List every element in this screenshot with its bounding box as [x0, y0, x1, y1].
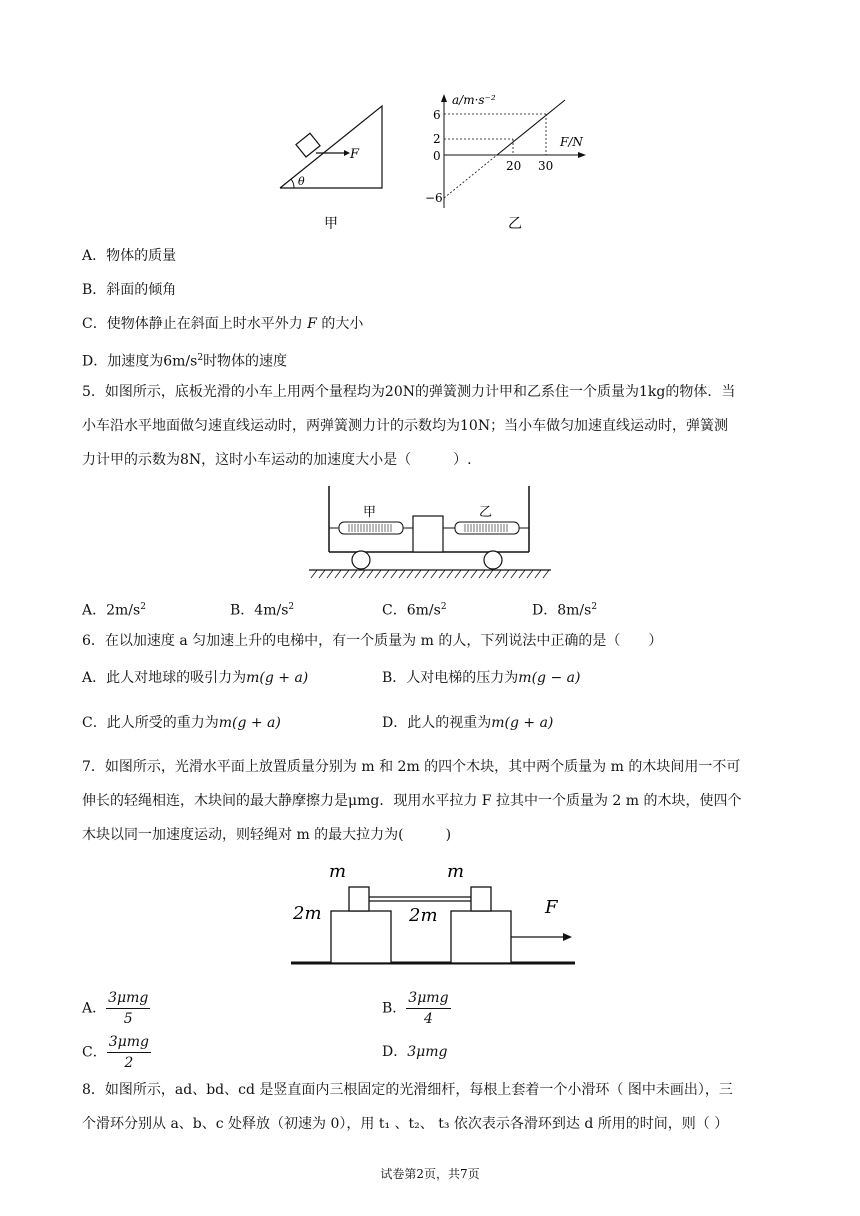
- q6-option-d: [382, 713, 553, 733]
- page-footer: 试卷第2页，共7页: [380, 1167, 480, 1181]
- q4-option-d-prefix: D．加速度为: [82, 353, 164, 370]
- q4-option-c-var: F: [307, 316, 317, 332]
- y-axis-label: a/m·s⁻²: [452, 93, 496, 107]
- cart-block: [413, 516, 443, 552]
- spring-scale-jia: [339, 522, 403, 534]
- q7-option-d-label: D．: [382, 1044, 408, 1060]
- q7-option-d-value: 3μmg: [407, 1044, 448, 1060]
- y-tick-neg6: −6: [425, 191, 443, 205]
- figure-graph-yi: [420, 90, 590, 240]
- q7-line-2: 伸长的轻绳相连，木块间的最大静摩擦力是μmg．现用水平拉力 F 拉其中一个质量为 2 m 的木块，使四个: [82, 793, 742, 809]
- figure-incline-jia: [270, 96, 400, 236]
- af-line-dashed: [444, 155, 497, 198]
- q7-option-d: [382, 1042, 447, 1062]
- yi-caption: 乙: [508, 216, 522, 232]
- theta-label: θ: [298, 175, 305, 188]
- q6-option-a-text: A．此人对地球的吸引力为: [82, 670, 247, 686]
- q5-option-b: [230, 597, 294, 621]
- q5-option-d: [532, 597, 597, 621]
- y-tick-2: 2: [433, 132, 441, 146]
- block-2m-left: [331, 911, 391, 963]
- q6-option-d-math: m(g + a): [491, 715, 554, 731]
- wheel-left: [352, 551, 370, 569]
- q7-option-b-den: 4: [423, 1011, 433, 1027]
- block-m-left: [349, 887, 369, 911]
- q7-option-b-label: B．: [382, 1000, 407, 1017]
- q5-option-c: [382, 597, 447, 621]
- q5-option-c-sup: 2: [440, 602, 447, 612]
- q4-option-d-suffix: 时物体的速度: [203, 353, 288, 370]
- label-m-right: m: [447, 861, 465, 882]
- jia-caption: 甲: [324, 216, 338, 232]
- q6-stem: 6．在以加速度 a 匀加速上升的电梯中，有一个质量为 m 的人，下列说法中正确的是（ ）: [82, 633, 663, 649]
- wheel-right: [484, 551, 502, 569]
- q6-option-b-math: m(g − a): [518, 670, 581, 686]
- q4-option-a: A．物体的质量: [82, 248, 177, 264]
- q5-line-1: 5．如图所示，底板光滑的小车上用两个量程均为20N的弹簧测力计甲和乙系住一个质量为1kg的物体．当: [82, 384, 736, 400]
- x-tick-30: 30: [538, 159, 554, 173]
- q6-option-c-math: m(g + a): [218, 715, 281, 731]
- x-axis-label: F/N: [560, 135, 583, 149]
- q5-option-a-label: A．: [82, 602, 107, 619]
- figure-blocks: [285, 855, 585, 970]
- q5-option-d-label: D．: [532, 602, 558, 619]
- spring-scale-yi: [455, 522, 519, 534]
- q7-line-3: 木块以同一加速度运动，则轻绳对 m 的最大拉力为( ): [82, 827, 452, 843]
- q5-option-a-value: 2m/s: [106, 602, 141, 619]
- q7-option-c-num: 3μmg: [107, 1032, 151, 1053]
- q7-option-b: [382, 988, 451, 1029]
- q4-option-d-value: 6m/s: [163, 353, 198, 370]
- q5-option-d-value: 8m/s: [557, 602, 592, 619]
- cart-label-jia: 甲: [363, 505, 377, 520]
- label-F: F: [545, 897, 558, 918]
- q6-option-b-text: B．人对电梯的压力为: [382, 670, 519, 686]
- incline-triangle: [280, 106, 382, 188]
- block-m-right: [471, 887, 491, 911]
- q7-option-a-den: 5: [123, 1011, 133, 1027]
- q4-option-d: [82, 348, 287, 372]
- q6-option-c: [82, 713, 281, 733]
- q7-option-c-label: C．: [82, 1044, 107, 1061]
- q4-option-b: B．斜面的倾角: [82, 282, 177, 298]
- q5-option-b-value: 4m/s: [254, 602, 289, 619]
- q7-option-a-label: A．: [82, 1000, 107, 1017]
- q7-option-c: [82, 1032, 151, 1073]
- q7-option-a-frac: [106, 988, 150, 1029]
- q7-option-c-den: 2: [124, 1055, 134, 1071]
- q7-option-a-num: 3μmg: [106, 988, 150, 1009]
- figure-cart: [305, 482, 555, 580]
- y-tick-0: 0: [433, 149, 441, 163]
- x-tick-20: 20: [506, 159, 522, 173]
- q5-option-b-label: B．: [230, 602, 255, 619]
- q5-option-d-sup: 2: [591, 602, 598, 612]
- q7-line-1: 7．如图所示，光滑水平面上放置质量分别为 m 和 2m 的四个木块，其中两个质量为 m 的木块间用一不可: [82, 759, 741, 775]
- q7-option-c-frac: [107, 1032, 151, 1073]
- q8-line-1: 8．如图所示，ad、bd、cd 是竖直面内三根固定的光滑细杆，每根上套着一个小滑环（ 图中未画出），三: [82, 1082, 733, 1098]
- q4-option-c-prefix: C．使物体静止在斜面上时水平外力: [82, 316, 303, 332]
- y-tick-6: 6: [433, 108, 441, 122]
- q6-option-a-math: m(g + a): [246, 670, 309, 686]
- af-line: [497, 100, 565, 155]
- q5-line-3: 力计甲的示数为8N，这时小车运动的加速度大小是（ ）.: [82, 452, 472, 468]
- q4-option-c: [82, 314, 363, 334]
- q5-option-c-label: C．: [382, 602, 407, 619]
- force-label: F: [350, 147, 360, 162]
- q6-option-c-text: C．此人所受的重力为: [82, 715, 219, 731]
- q7-option-b-frac: [406, 988, 450, 1029]
- q7-option-a: [82, 988, 150, 1029]
- q6-option-a: [82, 668, 308, 688]
- q5-option-a: [82, 597, 146, 621]
- label-2m-mid: 2m: [409, 905, 438, 926]
- q4-option-d-sup: 2: [197, 353, 204, 363]
- q7-option-b-num: 3μmg: [406, 988, 450, 1009]
- cart-label-yi: 乙: [479, 505, 493, 520]
- q5-option-a-sup: 2: [140, 602, 146, 612]
- q4-option-c-suffix: 的大小: [321, 316, 364, 332]
- block-2m-right: [451, 911, 511, 963]
- q6-option-b: [382, 668, 580, 688]
- q5-line-2: 小车沿水平地面做匀速直线运动时，两弹簧测力计的示数均为10N；当小车做匀加速直线运动时，弹簧测: [82, 418, 729, 434]
- q5-option-c-value: 6m/s: [406, 602, 441, 619]
- q8-line-2: 个滑环分别从 a、b、c 处释放（初速为 0），用 t₁ 、t₂、 t₃ 依次表示各滑环到达 d 所用的时间，则（ ）: [82, 1116, 729, 1132]
- label-2m-left: 2m: [293, 903, 322, 924]
- q5-option-b-sup: 2: [288, 602, 295, 612]
- q6-option-d-text: D．此人的视重为: [382, 715, 492, 731]
- label-m-left: m: [329, 861, 347, 882]
